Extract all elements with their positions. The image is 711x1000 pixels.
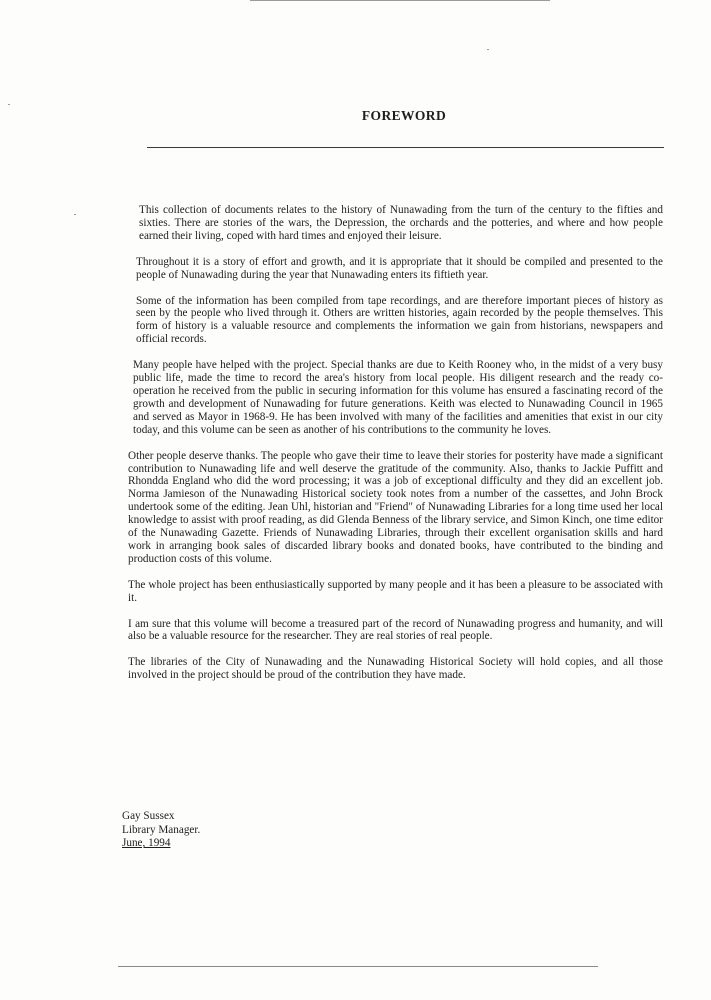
scan-speck [8,104,10,105]
foreword-body [128,204,663,695]
signature-block [122,810,200,851]
paragraph: The whole project has been enthusiastically supported by many people and it has been a pleasure to be associated with it. [128,578,663,604]
footer-divider [118,966,598,967]
signatory-name: Gay Sussex [122,810,175,822]
paragraph: I am sure that this volume will become a treasured part of the record of Nunawading progress and humanity, and will also be a valuable resource for the researcher. They are real stories of real people. [128,617,663,643]
paragraph: This collection of documents relates to the history of Nunawading from the turn of the century to the fifties and sixties. There are stories of the wars, the Depression, the orchards and the potteries, and where and how people earned their living, coped with hard times and enjoyed their leisure. [139,204,663,242]
page-title: FOREWORD [361,108,447,123]
scan-speck [487,49,489,50]
page-top-edge [250,0,550,1]
paragraph: Many people have helped with the project. Special thanks are due to Keith Rooney who, in the midst of a very busy public life, made the time to record the area's history from local people. His diligent research and the ready co-operation he received from the public in securing information for this volume has ensured a fascinating record of the growth and development of Nunawading for future generations. Keith was elected to Nunawading Council in 1965 and served as Mayor in 1968-9. He has been involved with many of the facilities and amenities that exist in our city today, and this volume can be seen as another of his contributions to the community he loves. [133,359,663,436]
scan-speck [74,214,76,215]
signatory-title: Library Manager. [122,823,201,836]
title-divider [147,147,664,148]
paragraph: Some of the information has been compiled from tape recordings, and are therefore important pieces of history as seen by the people who lived through it. Others are written histories, again recorded by the people themselves. This form of history is a valuable resource and complements the information we gain from historians, newspapers and official records. [136,294,663,346]
paragraph: The libraries of the City of Nunawading and the Nunawading Historical Society will hold copies, and all those involved in the project should be proud of the contribution they have made. [128,656,663,682]
paragraph: Other people deserve thanks. The people who gave their time to leave their stories for posterity have made a significant contribution to Nunawading life and well deserve the gratitude of the community. Also, thanks to Jackie Puffitt and Rhondda England who did the word processing; it was a job of exceptional difficulty and they did an excellent job. Norma Jamieson of the Nunawading Historical society took notes from a number of the cassettes, and John Brock undertook some of the editing. Jean Uhl, historian and "Friend" of Nunawading Libraries for a long time used her local knowledge to assist with proof reading, as did Glenda Benness of the library service, and Simon Kinch, one time editor of the Nunawading Gazette. Friends of Nunawading Libraries, through their excellent organisation skills and hard work in arranging book sales of discarded library books and donated books, have contributed to the binding and production costs of this volume. [128,449,663,565]
signature-date: June, 1994 [122,837,171,850]
paragraph: Throughout it is a story of effort and growth, and it is appropriate that it should be compiled and presented to the people of Nunawading during the year that Nunawading enters its fiftieth year. [136,255,663,281]
